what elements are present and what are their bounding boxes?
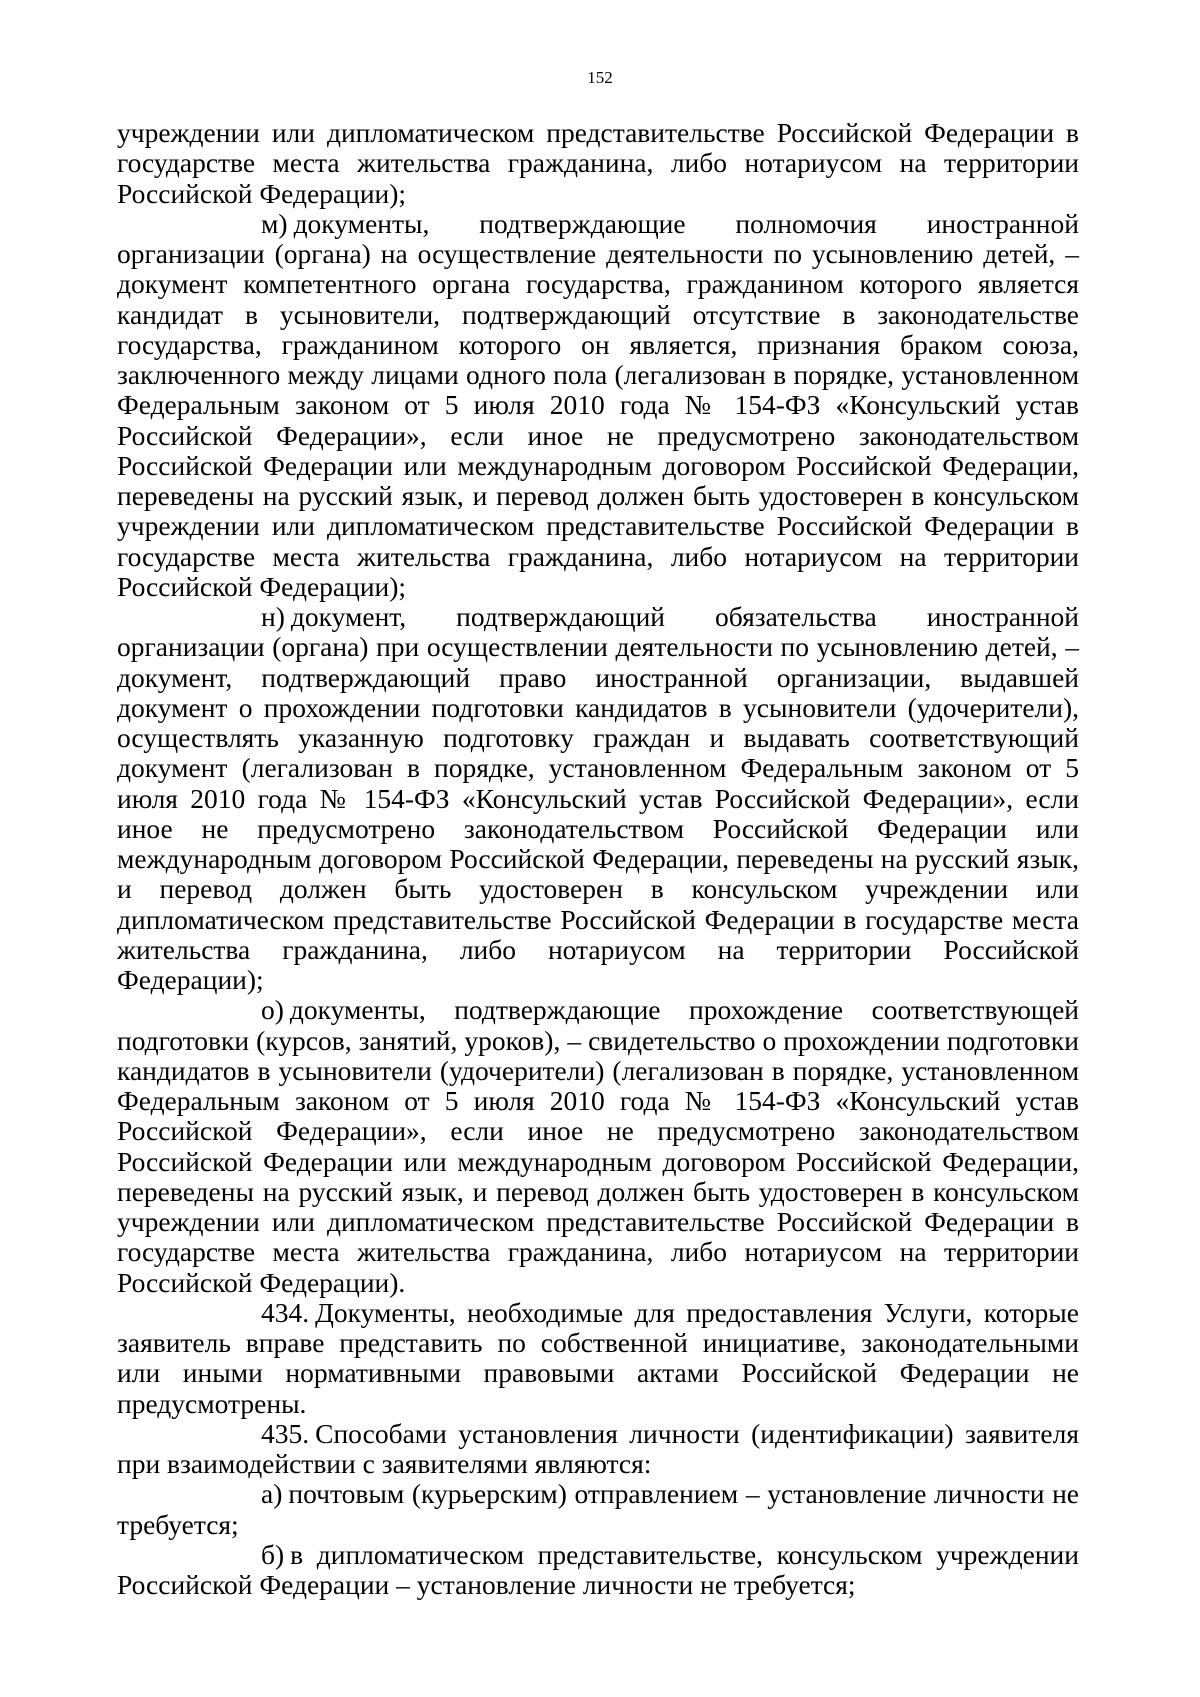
paragraph-item-n	[117, 602, 1079, 995]
paragraph-item-b	[117, 1540, 1079, 1601]
item-marker: б)	[261, 1538, 285, 1570]
paragraph-text: почтовым (курьерским) отправлением – установление личности не требуется;	[117, 1478, 1079, 1540]
paragraph-continuation	[117, 118, 1079, 209]
item-marker: о)	[261, 994, 284, 1026]
paragraph-item-m	[117, 209, 1079, 602]
paragraph-clause-434	[117, 1298, 1079, 1419]
clause-number: 435.	[261, 1417, 310, 1449]
paragraph-text: в дипломатическом представительстве, консульском учреждении Российской Федерации – установление личности не требуется;	[117, 1538, 1079, 1600]
paragraph-text: Способами установления личности (идентификации) заявителя при взаимодействии с заявителями являются:	[117, 1417, 1079, 1479]
paragraph-text: Документы, необходимые для предоставления Услуги, которые заявитель вправе представить по собственной инициативе, законодательными или иными нормативными правовыми актами Российской Федерации не предусмотрены.	[117, 1296, 1079, 1419]
item-marker: м)	[261, 207, 288, 239]
paragraph-text: учреждении или дипломатическом представительстве Российской Федерации в государстве места жительства гражданина, либо нотариусом на территории Российской Федерации);	[117, 117, 1079, 209]
document-body	[117, 118, 1079, 1600]
paragraph-item-o	[117, 995, 1079, 1298]
paragraph-item-a	[117, 1479, 1079, 1540]
clause-number: 434.	[261, 1296, 310, 1328]
paragraph-text: документы, подтверждающие полномочия иностранной организации (органа) на осуществление деятельности по усыновлению детей, – документ компетентного органа государства, гражданином которого является кандидат в усыновители, подтверждающий отсутствие в законодательстве государства, гражданином которого он является, признания браком союза, заключенного между лицами одного пола (легализован в порядке, установленном Федеральным законом от 5 июля 2010 года № 154-ФЗ «Консульский устав Российской Федерации», если иное не предусмотрено законодательством Российской Федерации или международным договором Российской Федерации, переведены на русский язык, и перевод должен быть удостоверен в консульском учреждении или дипломатическом представительстве Российской Федерации в государстве места жительства гражданина, либо нотариусом на территории Российской Федерации);	[117, 207, 1079, 602]
paragraph-text: документ, подтверждающий обязательства иностранной организации (органа) при осуществлении деятельности по усыновлению детей, – документ, подтверждающий право иностранной организации, выдавшей документ о прохождении подготовки кандидатов в усыновители (удочерители), осуществлять указанную подготовку граждан и выдавать соответствующий документ (легализован в порядке, установленном Федеральным законом от 5 июля 2010 года № 154-ФЗ «Консульский устав Российской Федерации», если иное не предусмотрено законодательством Российской Федерации или международным договором Российской Федерации, переведены на русский язык, и перевод должен быть удостоверен в консульском учреждении или дипломатическом представительстве Российской Федерации в государстве места жительства гражданина, либо нотариусом на территории Российской Федерации);	[117, 601, 1079, 995]
item-marker: а)	[261, 1478, 283, 1510]
paragraph-clause-435	[117, 1419, 1079, 1480]
page-number: 152	[587, 68, 613, 87]
item-marker: н)	[261, 601, 285, 632]
paragraph-text: документы, подтверждающие прохождение соответствующей подготовки (курсов, занятий, уроков), – свидетельство о прохождении подготовки кандидатов в усыновители (удочерители) (легализован в порядке, установленном Федеральным законом от 5 июля 2010 года № 154-ФЗ «Консульский устав Российской Федерации», если иное не предусмотрено законодательством Российской Федерации или международным договором Российской Федерации, переведены на русский язык, и перевод должен быть удостоверен в консульском учреждении или дипломатическом представительстве Российской Федерации в государстве места жительства гражданина, либо нотариусом на территории Российской Федерации).	[117, 994, 1079, 1298]
